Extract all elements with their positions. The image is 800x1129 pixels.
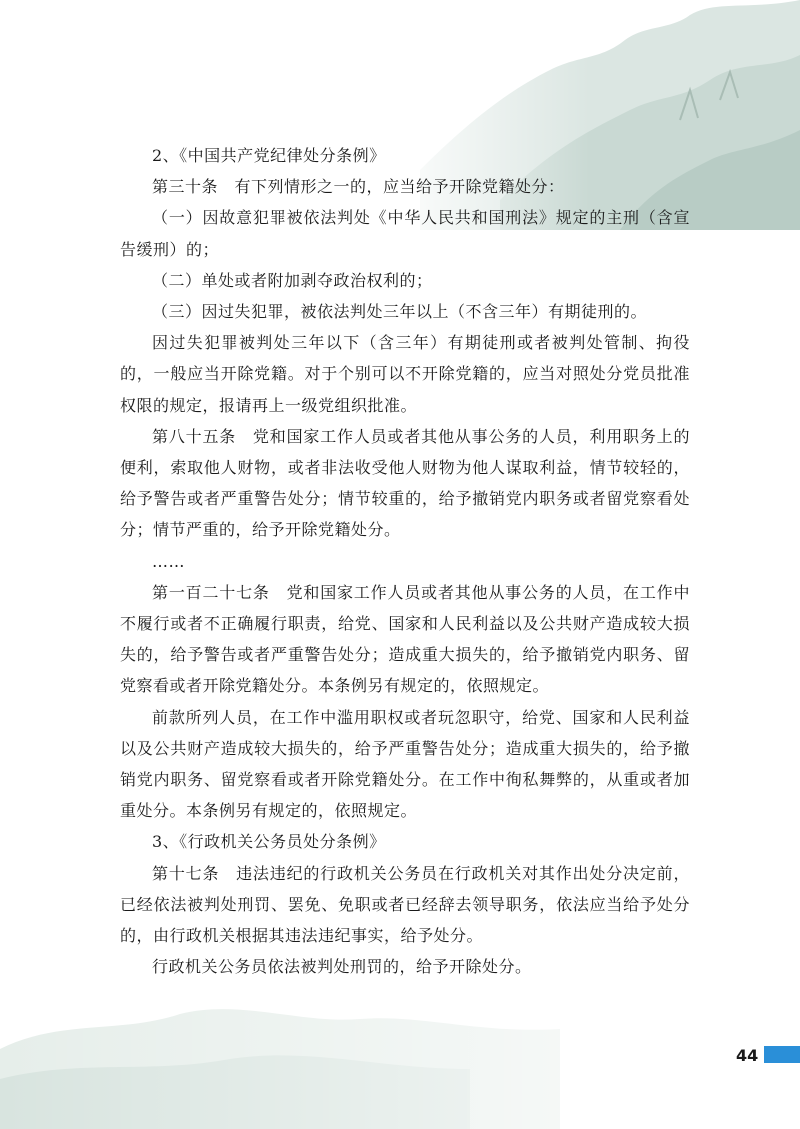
article-30: 第三十条 有下列情形之一的，应当给予开除党籍处分： [152,177,565,197]
page-number-bar [764,1046,800,1063]
article-30-item-3: （三）因过失犯罪，被依法判处三年以上（不含三年）有期徒刑的。 [152,302,648,322]
section-heading-3: 3、《行政机关公务员处分条例》 [152,832,386,852]
document-body [120,140,690,982]
article-127: 第一百二十七条 党和国家工作人员或者其他从事公务的人员，在工作中不履行或者不正确履行职责，给党、国家和人民利益以及公共财产造成较大损失的，给予警告或者严重警告处分；造成重大损失的，给予撤销党内职务、留党察看或者开除党籍处分。本条例另有规定的，依照规定。 [120,582,690,696]
article-127-para-2: 前款所列人员，在工作中滥用职权或者玩忽职守，给党、国家和人民利益以及公共财产造成较大损失的，给予严重警告处分；造成重大损失的，给予撤销党内职务、留党察看或者开除党籍处分。在工作中徇私舞弊的，从重或者加重处分。本条例另有规定的，依照规定。 [120,707,690,821]
article-85: 第八十五条 党和国家工作人员或者其他从事公务的人员，利用职务上的便利，索取他人财物，或者非法收受他人财物为他人谋取利益，情节较轻的，给予警告或者严重警告处分；情节较重的，给予撤销党内职务或者留党察看处分；情节严重的，给予开除党籍处分。 [120,426,690,540]
article-17: 第十七条 违法违纪的行政机关公务员在行政机关对其作出处分决定前，已经依法被判处刑罚、罢免、免职或者已经辞去领导职务，依法应当给予处分的，由行政机关根据其违法违纪事实，给予处分。 [120,863,690,946]
page-number: 44 [736,1046,759,1065]
article-30-item-1: （一）因故意犯罪被依法判处《中华人民共和国刑法》规定的主刑（含宣告缓刑）的； [120,208,690,259]
article-17-para-2: 行政机关公务员依法被判处刑罚的，给予开除处分。 [152,957,532,977]
bottom-mountain-decoration [0,979,800,1129]
ellipsis: …… [152,551,185,571]
article-30-note: 因过失犯罪被判处三年以下（含三年）有期徒刑或者被判处管制、拘役的，一般应当开除党籍。对于个别可以不开除党籍的，应当对照处分党员批准权限的规定，报请再上一级党组织批准。 [120,333,690,415]
section-heading-2: 2、《中国共产党纪律处分条例》 [152,146,386,165]
article-30-item-2: （二）单处或者附加剥夺政治权利的； [152,270,433,290]
